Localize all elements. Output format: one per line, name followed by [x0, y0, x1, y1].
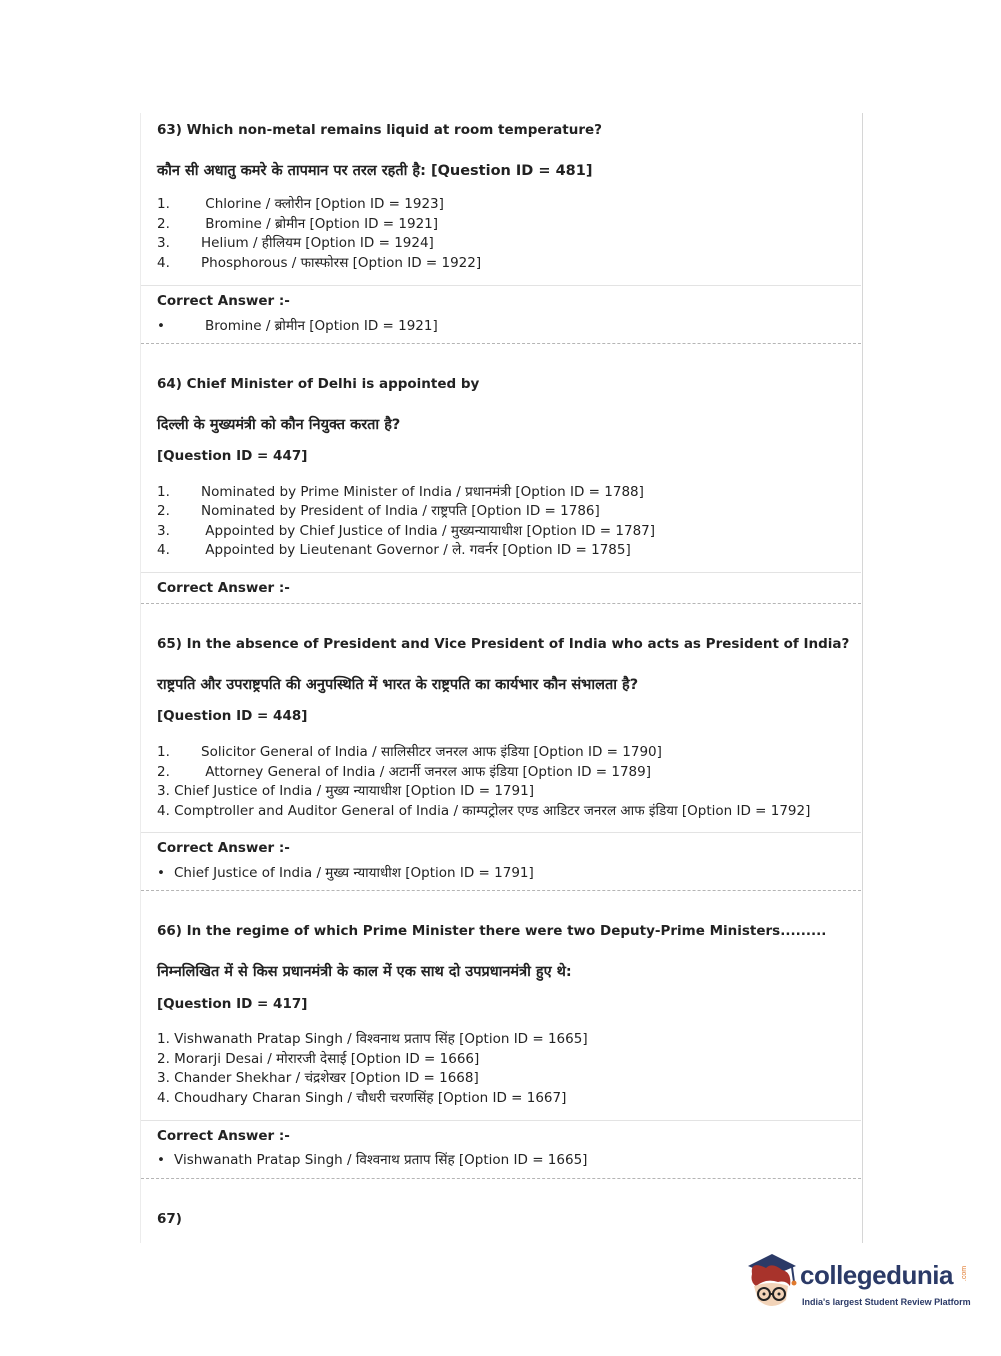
collegedunia-logo — [742, 1250, 972, 1320]
question-63-text: 63) Which non-metal remains liquid at room temperature? — [157, 122, 603, 138]
q63-correct-answer — [157, 316, 438, 334]
question-66-text: 66) In the regime of which Prime Minister there were two Deputy-Prime Ministers......... — [157, 923, 827, 939]
question-66-hindi: निम्नलिखित में से किस प्रधानमंत्री के काल में एक साथ दो उपप्रधानमंत्री हुए थे: — [157, 964, 572, 980]
option-text: 3. Chief Justice of India / मुख्य न्यायाधीश [Option ID = 1791] — [157, 783, 534, 799]
q63-correct-label: Correct Answer :- — [157, 293, 290, 309]
question-separator — [141, 1178, 861, 1179]
option-text: 1. Vishwanath Pratap Singh / विश्वनाथ प्रताप सिंह [Option ID = 1665] — [157, 1031, 588, 1047]
q65-option-3 — [157, 781, 534, 799]
question-63-hindi: कौन सी अधातु कमरे के तापमान पर तरल रहती है: [Question ID = 481] — [157, 163, 593, 179]
divider — [141, 285, 861, 286]
answer-text: Chief Justice of India / मुख्य न्यायाधीश [Option ID = 1791] — [174, 865, 534, 881]
option-number: 2. — [157, 503, 170, 519]
q65-option-2 — [157, 762, 651, 780]
question-separator — [141, 603, 861, 604]
mascot-icon — [742, 1252, 802, 1314]
q66-correct-label: Correct Answer :- — [157, 1128, 290, 1144]
option-number: 1. — [157, 196, 170, 212]
divider — [141, 1120, 861, 1121]
option-number: 4. — [157, 542, 170, 558]
question-64-text: 64) Chief Minister of Delhi is appointed by — [157, 376, 480, 392]
q66-option-3 — [157, 1068, 479, 1086]
answer-text: Vishwanath Pratap Singh / विश्वनाथ प्रताप सिंह [Option ID = 1665] — [174, 1152, 588, 1168]
q63-option-2 — [157, 214, 438, 232]
q64-option-2 — [157, 501, 600, 519]
option-number: 1. — [157, 744, 170, 760]
q65-correct-label: Correct Answer :- — [157, 840, 290, 856]
question-separator — [141, 890, 861, 891]
divider — [141, 832, 861, 833]
q65-option-4 — [157, 801, 810, 819]
option-text: Appointed by Lieutenant Governor / ले. गवर्नर [Option ID = 1785] — [201, 542, 631, 558]
q63-option-1 — [157, 194, 444, 212]
question-65-text: 65) In the absence of President and Vice President of India who acts as President of India? — [157, 636, 850, 652]
option-number: 4. — [157, 255, 170, 271]
q66-option-4 — [157, 1088, 566, 1106]
option-text: Nominated by Prime Minister of India / प्रधानमंत्री [Option ID = 1788] — [201, 484, 644, 500]
question-64-hindi: दिल्ली के मुख्यमंत्री को कौन नियुक्त करता है? — [157, 417, 401, 433]
q65-option-1 — [157, 742, 662, 760]
option-text: Chlorine / क्लोरीन [Option ID = 1923] — [201, 196, 444, 212]
logo-wordmark: collegedunia — [800, 1260, 953, 1290]
option-text: Appointed by Chief Justice of India / मुख्यन्यायाधीश [Option ID = 1787] — [201, 523, 656, 539]
q64-option-3 — [157, 521, 655, 539]
q66-correct-answer — [157, 1150, 587, 1168]
bullet: • — [157, 865, 165, 881]
logo-dotcom: .com — [961, 1265, 969, 1282]
bullet: • — [157, 318, 165, 334]
question-66-id: [Question ID = 417] — [157, 996, 308, 1012]
question-separator — [141, 343, 861, 344]
question-65-id: [Question ID = 448] — [157, 708, 308, 724]
option-text: Bromine / ब्रोमीन [Option ID = 1921] — [201, 216, 439, 232]
q64-option-4 — [157, 540, 631, 558]
option-text: 4. Comptroller and Auditor General of India / काम्पट्रोलर एण्ड आडिटर जनरल आफ इंडिया [Option ID = 1792] — [157, 803, 811, 819]
option-text: Solicitor General of India / सालिसीटर जनरल आफ इंडिया [Option ID = 1790] — [201, 744, 662, 760]
question-65-hindi: राष्ट्रपति और उपराष्ट्रपति की अनुपस्थिति में भारत के राष्ट्रपति का कार्यभार कौन संभालता है? — [157, 677, 639, 693]
question-64-id: [Question ID = 447] — [157, 448, 308, 464]
option-text: 3. Chander Shekhar / चंद्रशेखर [Option ID = 1668] — [157, 1070, 479, 1086]
option-number: 2. — [157, 216, 170, 232]
q63-option-3 — [157, 233, 434, 251]
bullet: • — [157, 1152, 165, 1168]
q64-correct-label: Correct Answer :- — [157, 580, 290, 596]
answer-text: Bromine / ब्रोमीन [Option ID = 1921] — [205, 318, 438, 334]
option-number: 3. — [157, 235, 170, 251]
option-number: 2. — [157, 764, 170, 780]
option-number: 3. — [157, 523, 170, 539]
question-67-text: 67) — [157, 1211, 182, 1227]
divider — [141, 572, 861, 573]
option-text: 2. Morarji Desai / मोरारजी देसाई [Option ID = 1666] — [157, 1051, 480, 1067]
option-text: Nominated by President of India / राष्ट्रपति [Option ID = 1786] — [201, 503, 600, 519]
option-number: 1. — [157, 484, 170, 500]
q65-correct-answer — [157, 863, 534, 881]
q63-option-4 — [157, 253, 481, 271]
option-text: Attorney General of India / अटार्नी जनरल आफ इंडिया [Option ID = 1789] — [201, 764, 651, 780]
q66-option-1 — [157, 1029, 588, 1047]
q66-option-2 — [157, 1049, 479, 1067]
option-text: 4. Choudhary Charan Singh / चौधरी चरणसिंह [Option ID = 1667] — [157, 1090, 567, 1106]
option-text: Phosphorous / फास्फोरस [Option ID = 1922] — [201, 255, 482, 271]
option-text: Helium / हीलियम [Option ID = 1924] — [201, 235, 434, 251]
logo-tagline: India's largest Student Review Platform — [802, 1297, 971, 1307]
q64-option-1 — [157, 482, 644, 500]
